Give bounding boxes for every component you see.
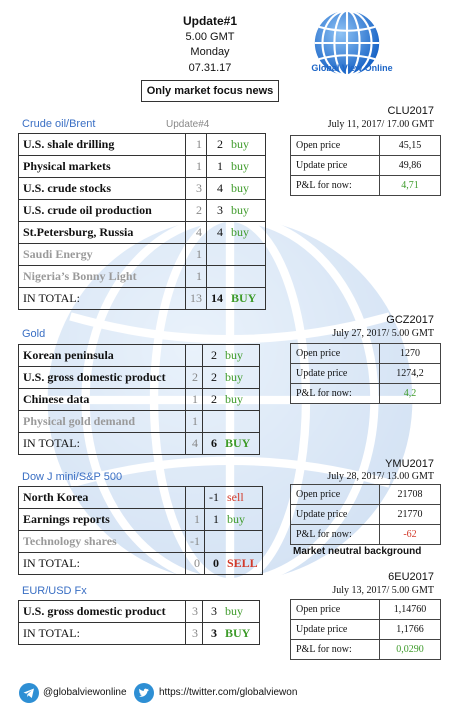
price-table-eurusd: [290, 599, 441, 660]
pl-value: 0,0290: [380, 640, 441, 660]
news-signal: buy: [223, 509, 262, 531]
section-title-gold: Gold: [22, 328, 46, 340]
total-prev: 0: [186, 553, 205, 575]
contract-date: July 13, 2017/ 5.00 GMT: [332, 585, 434, 596]
news-signal: buy: [221, 345, 260, 367]
news-signal: buy: [221, 601, 260, 623]
total-prev: 4: [186, 433, 203, 455]
price-label: Open price: [291, 600, 380, 620]
price-value: 1270: [380, 344, 441, 364]
news-name: Saudi Energy: [19, 244, 186, 266]
price-value: 1,14760: [380, 600, 441, 620]
news-prev: 1: [186, 156, 207, 178]
news-prev: 1: [186, 266, 207, 288]
news-signal: [227, 244, 266, 266]
table-row: [19, 389, 260, 411]
price-row: [291, 176, 441, 196]
news-prev: [186, 487, 205, 509]
price-table-gold: [290, 343, 441, 404]
news-signal: buy: [227, 178, 266, 200]
contract-date: July 28, 2017/ 13.00 GMT: [327, 471, 434, 482]
contract-code: 6EU2017: [388, 571, 434, 583]
news-prev: -1: [186, 531, 205, 553]
section-title-crude: Crude oil/Brent: [22, 118, 96, 130]
news-cur: 4: [207, 222, 228, 244]
news-cur: 3: [207, 200, 228, 222]
news-signal: [221, 411, 260, 433]
price-row: [291, 384, 441, 404]
notice-box: Only market focus news: [141, 80, 279, 102]
logo-text: Global View Online: [311, 63, 393, 73]
news-cur: 2: [203, 389, 222, 411]
news-signal: buy: [227, 200, 266, 222]
contract-code: GCZ2017: [386, 314, 434, 326]
total-label: IN TOTAL:: [19, 433, 186, 455]
news-name: U.S. gross domestic product: [19, 601, 186, 623]
pl-value: 4,2: [380, 384, 441, 404]
telegram-icon[interactable]: [19, 683, 39, 703]
price-row: [291, 600, 441, 620]
contract-code: CLU2017: [387, 105, 434, 117]
market-note: Market neutral background: [293, 546, 422, 557]
news-cur: [205, 531, 224, 553]
table-row: [19, 509, 263, 531]
news-signal: sell: [223, 487, 262, 509]
section-title-dow: Dow J mini/S&P 500: [22, 471, 123, 483]
price-row: [291, 505, 441, 525]
news-signal: [227, 266, 266, 288]
total-prev: 3: [186, 623, 203, 645]
news-cur: [203, 411, 222, 433]
table-row: [19, 266, 266, 288]
price-table-dow: [290, 484, 441, 545]
total-signal: BUY: [227, 288, 266, 310]
news-prev: 3: [186, 178, 207, 200]
pl-label: P&L for now:: [291, 384, 380, 404]
news-table-eurusd: [18, 600, 260, 645]
news-prev: 1: [186, 389, 203, 411]
news-cur: 2: [203, 345, 222, 367]
price-label: Open price: [291, 485, 380, 505]
price-row: [291, 156, 441, 176]
price-label: Open price: [291, 344, 380, 364]
total-row: [19, 433, 260, 455]
price-row: [291, 364, 441, 384]
news-prev: 1: [186, 134, 207, 156]
news-signal: buy: [227, 222, 266, 244]
news-name: Chinese data: [19, 389, 186, 411]
total-row: [19, 623, 260, 645]
news-name: North Korea: [19, 487, 186, 509]
price-label: Update price: [291, 156, 380, 176]
news-cur: 1: [207, 156, 228, 178]
news-name: U.S. crude oil production: [19, 200, 186, 222]
price-table-crude: [290, 135, 441, 196]
total-row: [19, 553, 263, 575]
news-name: Physical markets: [19, 156, 186, 178]
news-cur: 3: [203, 601, 222, 623]
update-day: Monday: [190, 46, 230, 58]
news-prev: [186, 345, 203, 367]
price-value: 1274,2: [380, 364, 441, 384]
news-prev: 1: [186, 509, 205, 531]
table-row: [19, 487, 263, 509]
news-prev: 3: [186, 601, 203, 623]
pl-label: P&L for now:: [291, 640, 380, 660]
pl-value: -62: [380, 525, 441, 545]
table-row: [19, 367, 260, 389]
news-prev: 1: [186, 244, 207, 266]
total-cur: 3: [203, 623, 222, 645]
total-label: IN TOTAL:: [19, 553, 186, 575]
total-cur: 14: [207, 288, 228, 310]
price-row: [291, 485, 441, 505]
twitter-link[interactable]: https://twitter.com/globalviewon: [159, 687, 298, 698]
news-prev: 1: [186, 411, 203, 433]
price-value: 45,15: [380, 136, 441, 156]
news-signal: buy: [227, 156, 266, 178]
news-prev: 2: [186, 367, 203, 389]
table-row: [19, 411, 260, 433]
news-signal: [223, 531, 262, 553]
news-name: Earnings reports: [19, 509, 186, 531]
news-name: U.S. shale drilling: [19, 134, 186, 156]
news-cur: 2: [207, 134, 228, 156]
price-value: 1,1766: [380, 620, 441, 640]
pl-label: P&L for now:: [291, 525, 380, 545]
table-row: [19, 222, 266, 244]
update-date: 07.31.17: [188, 62, 232, 74]
price-label: Update price: [291, 364, 380, 384]
news-cur: 4: [207, 178, 228, 200]
news-name: U.S. crude stocks: [19, 178, 186, 200]
price-row: [291, 525, 441, 545]
total-signal: SELL: [223, 553, 262, 575]
contract-date: July 11, 2017/ 17.00 GMT: [327, 119, 434, 130]
total-prev: 13: [186, 288, 207, 310]
table-row: [19, 601, 260, 623]
news-signal: buy: [221, 389, 260, 411]
news-name: Technology shares: [19, 531, 186, 553]
total-cur: 0: [205, 553, 224, 575]
total-cur: 6: [203, 433, 222, 455]
total-signal: BUY: [221, 433, 260, 455]
table-row: [19, 244, 266, 266]
news-cur: [207, 266, 228, 288]
news-signal: buy: [221, 367, 260, 389]
table-row: [19, 178, 266, 200]
news-name: Korean peninsula: [19, 345, 186, 367]
news-signal: buy: [227, 134, 266, 156]
table-row: [19, 345, 260, 367]
news-name: Nigeria’s Bonny Light: [19, 266, 186, 288]
news-prev: 2: [186, 200, 207, 222]
price-row: [291, 136, 441, 156]
page-title: Update#1: [182, 14, 238, 28]
table-row: [19, 156, 266, 178]
total-label: IN TOTAL:: [19, 288, 186, 310]
contract-code: YMU2017: [385, 458, 434, 470]
news-table-dow: [18, 486, 263, 575]
news-name: St.Petersburg, Russia: [19, 222, 186, 244]
total-row: [19, 288, 266, 310]
section-title-eurusd: EUR/USD Fx: [22, 585, 87, 597]
update-time: 5.00 GMT: [185, 31, 235, 43]
price-value: 21770: [380, 505, 441, 525]
section-update-crude: Update#4: [166, 119, 210, 130]
price-value: 49,86: [380, 156, 441, 176]
news-name: Physical gold demand: [19, 411, 186, 433]
price-row: [291, 620, 441, 640]
price-label: Open price: [291, 136, 380, 156]
twitter-icon[interactable]: [134, 683, 154, 703]
news-table-crude: [18, 133, 266, 310]
price-label: Update price: [291, 505, 380, 525]
price-value: 21708: [380, 485, 441, 505]
pl-label: P&L for now:: [291, 176, 380, 196]
table-row: [19, 531, 263, 553]
news-cur: -1: [205, 487, 224, 509]
news-prev: 4: [186, 222, 207, 244]
price-label: Update price: [291, 620, 380, 640]
table-row: [19, 134, 266, 156]
table-row: [19, 200, 266, 222]
price-row: [291, 640, 441, 660]
news-name: U.S. gross domestic product: [19, 367, 186, 389]
news-table-gold: [18, 344, 260, 455]
news-cur: 2: [203, 367, 222, 389]
total-label: IN TOTAL:: [19, 623, 186, 645]
news-cur: [207, 244, 228, 266]
telegram-handle[interactable]: @globalviewonline: [43, 687, 127, 698]
pl-value: 4,71: [380, 176, 441, 196]
price-row: [291, 344, 441, 364]
news-cur: 1: [205, 509, 224, 531]
total-signal: BUY: [221, 623, 260, 645]
contract-date: July 27, 2017/ 5.00 GMT: [332, 328, 434, 339]
